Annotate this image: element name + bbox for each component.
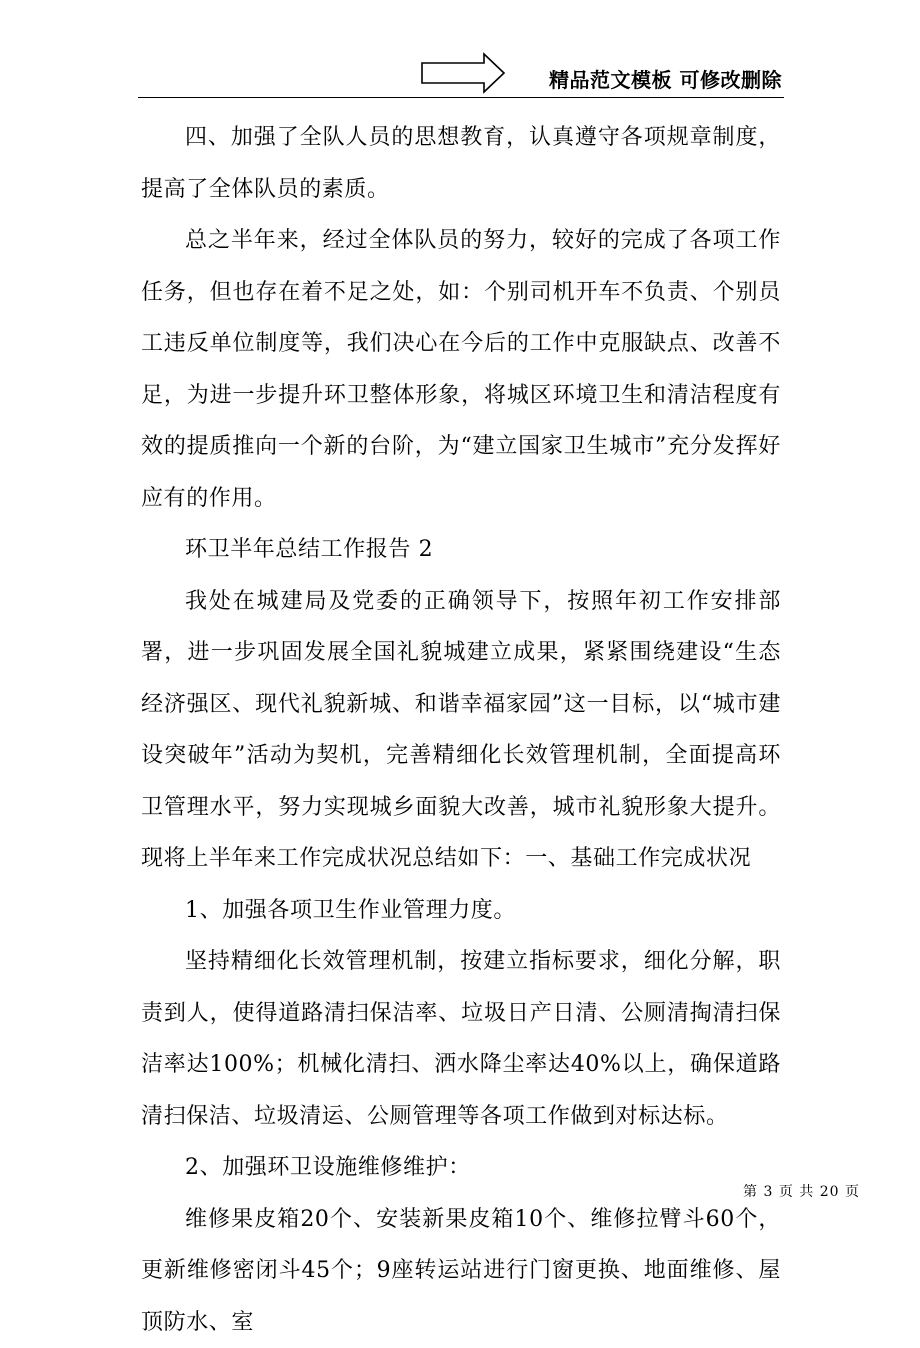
paragraph: 1、加强各项卫生作业管理力度。 [141,885,781,937]
paragraph: 坚持精细化长效管理机制，按建立指标要求，细化分解，职责到人，使得道路清扫保洁率、垃圾日产日清、公厕清掏清扫保洁率达100%；机械化清扫、洒水降尘率达40%以上，确保道路清扫保洁、垃圾清运、公厕管理等各项工作做到对标达标。 [141,936,781,1142]
header-title: 精品范文模板 可修改删除 [549,64,782,93]
page-header [138,50,784,98]
section-title: 环卫半年总结工作报告 2 [141,524,781,576]
paragraph: 我处在城建局及党委的正确领导下，按照年初工作安排部署，进一步巩固发展全国礼貌城建立成果，紧紧围绕建设“生态经济强区、现代礼貌新城、和谐幸福家园”这一目标，以“城市建设突破年”活动为契机，完善精细化长效管理机制，全面提高环卫管理水平，努力实现城乡面貌大改善，城市礼貌形象大提升。现将上半年来工作完成状况总结如下：一、基础工作完成状况 [141,576,781,885]
paragraph: 2、加强环卫设施维修维护： [141,1142,781,1194]
right-arrow-icon [420,52,506,94]
document-body [141,112,781,1348]
page-number: 第 3 页 共 20 页 [743,1181,860,1201]
paragraph: 四、加强了全队人员的思想教育，认真遵守各项规章制度，提高了全体队员的素质。 [141,112,781,215]
paragraph: 维修果皮箱20个、安装新果皮箱10个、维修拉臂斗60个，更新维修密闭斗45个；9座转运站进行门窗更换、地面维修、屋顶防水、室 [141,1194,781,1348]
paragraph: 总之半年来，经过全体队员的努力，较好的完成了各项工作任务，但也存在着不足之处，如：个别司机开车不负责、个别员工违反单位制度等，我们决心在今后的工作中克服缺点、改善不足，为进一步提升环卫整体形象，将城区环境卫生和清洁程度有效的提质推向一个新的台阶，为“建立国家卫生城市”充分发挥好应有的作用。 [141,215,781,524]
header-rule [138,97,784,98]
